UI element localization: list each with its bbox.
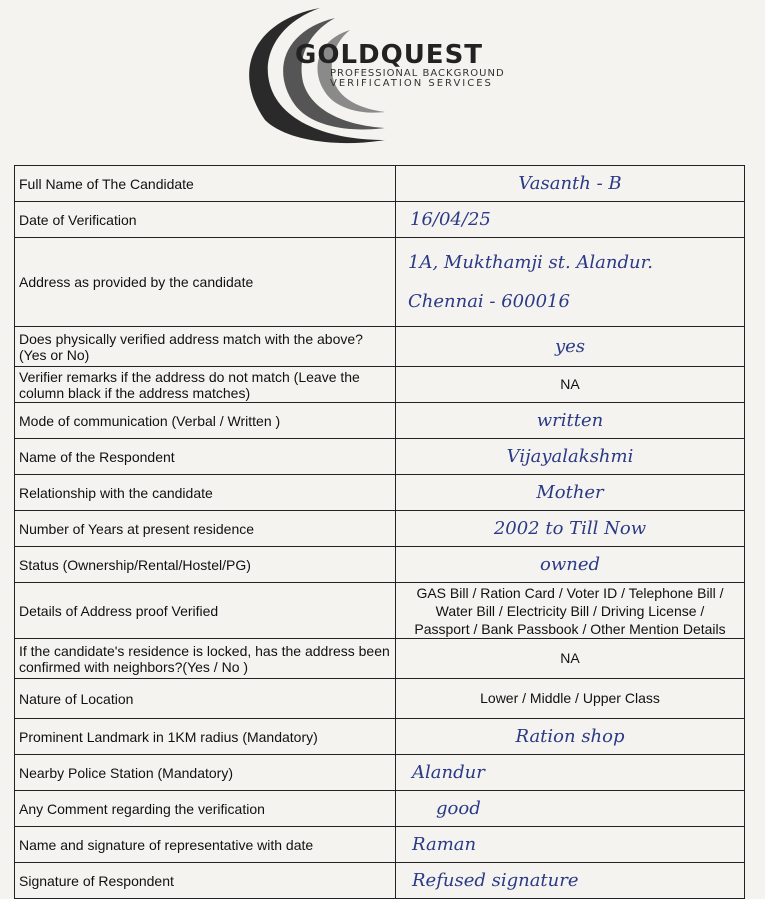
table-row — [15, 583, 745, 639]
row-label-police-station: Nearby Police Station (Mandatory) — [15, 755, 396, 791]
table-row — [15, 827, 745, 863]
row-value-status — [396, 547, 745, 583]
table-row — [15, 367, 745, 403]
handwritten-value: owned — [539, 554, 600, 575]
row-label-address: Address as provided by the candidate — [15, 238, 396, 327]
handwritten-value: Alandur — [412, 762, 485, 783]
printed-value-line2: Water Bill / Electricity Bill / Driving License / — [435, 602, 705, 619]
handwritten-value: Vasanth - B — [518, 173, 622, 194]
row-label-address-proof: Details of Address proof Verified — [15, 583, 396, 639]
handwritten-value: Refused signature — [412, 870, 579, 891]
handwritten-value: good — [436, 798, 481, 819]
table-row — [15, 863, 745, 899]
table-row — [15, 791, 745, 827]
goldquest-logo — [225, 0, 555, 150]
printed-value: Lower / Middle / Upper Class — [480, 689, 660, 706]
handwritten-value: 16/04/25 — [410, 209, 491, 230]
row-value-mode-of-communication — [396, 403, 745, 439]
handwritten-value: written — [536, 410, 604, 431]
row-label-years-at-residence: Number of Years at present residence — [15, 511, 396, 547]
handwritten-value: 2002 to Till Now — [493, 518, 647, 539]
table-row — [15, 202, 745, 238]
row-label-address-match: Does physically verified address match with the above? (Yes or No) — [15, 327, 396, 367]
handwritten-value: yes — [554, 336, 586, 357]
row-value-date-of-verification — [396, 202, 745, 238]
printed-value-line1: GAS Bill / Ration Card / Voter ID / Telephone Bill / — [416, 584, 724, 601]
printed-value: NA — [560, 649, 580, 666]
table-row — [15, 511, 745, 547]
row-value-verifier-remarks — [396, 367, 745, 403]
row-value-relationship — [396, 475, 745, 511]
row-value-full-name — [396, 166, 745, 202]
row-label-comment: Any Comment regarding the verification — [15, 791, 396, 827]
row-value-landmark — [396, 719, 745, 755]
table-row — [15, 475, 745, 511]
verification-form-table — [14, 165, 745, 899]
row-label-mode-of-communication: Mode of communication (Verbal / Written ) — [15, 403, 396, 439]
row-value-address — [396, 238, 745, 327]
table-row — [15, 166, 745, 202]
table-row — [15, 755, 745, 791]
row-value-respondent-name — [396, 439, 745, 475]
table-row — [15, 679, 745, 719]
row-label-nature-of-location: Nature of Location — [15, 679, 396, 719]
row-value-years-at-residence — [396, 511, 745, 547]
row-value-representative — [396, 827, 745, 863]
row-label-relationship: Relationship with the candidate — [15, 475, 396, 511]
table-row — [15, 639, 745, 679]
row-label-verifier-remarks: Verifier remarks if the address do not match (Leave the column black if the address matches) — [15, 367, 396, 403]
row-value-comment — [396, 791, 745, 827]
printed-value-line3: Passport / Bank Passbook / Other Mention Details — [414, 620, 726, 637]
row-label-respondent-signature: Signature of Respondent — [15, 863, 396, 899]
row-label-status: Status (Ownership/Rental/Hostel/PG) — [15, 547, 396, 583]
row-label-respondent-name: Name of the Respondent — [15, 439, 396, 475]
logo-tagline-line2: VERIFICATION SERVICES — [330, 78, 493, 89]
row-label-representative: Name and signature of representative with date — [15, 827, 396, 863]
table-row — [15, 439, 745, 475]
row-value-address-proof — [396, 583, 745, 639]
handwritten-value-line1: 1A, Mukthamji st. Alandur. — [408, 252, 653, 273]
handwritten-value: Ration shop — [515, 726, 625, 747]
logo-brand-text: GOLDQUEST — [295, 40, 484, 70]
table-row — [15, 547, 745, 583]
handwritten-value-line2: Chennai - 600016 — [408, 291, 570, 312]
row-value-police-station — [396, 755, 745, 791]
row-value-residence-locked — [396, 639, 745, 679]
handwritten-value: Raman — [412, 834, 477, 855]
row-label-residence-locked: If the candidate's residence is locked, has the address been confirmed with neighbors?(Yes / No ) — [15, 639, 396, 679]
table-row — [15, 238, 745, 327]
row-value-nature-of-location — [396, 679, 745, 719]
row-label-date-of-verification: Date of Verification — [15, 202, 396, 238]
row-label-landmark: Prominent Landmark in 1KM radius (Mandatory) — [15, 719, 396, 755]
row-value-respondent-signature — [396, 863, 745, 899]
handwritten-value: Vijayalakshmi — [506, 446, 634, 467]
handwritten-value: Mother — [536, 482, 604, 503]
table-row — [15, 403, 745, 439]
table-row — [15, 327, 745, 367]
printed-value: NA — [560, 375, 580, 392]
row-label-full-name: Full Name of The Candidate — [15, 166, 396, 202]
row-value-address-match — [396, 327, 745, 367]
table-row — [15, 719, 745, 755]
logo-tagline-line1: PROFESSIONAL BACKGROUND — [330, 68, 505, 79]
